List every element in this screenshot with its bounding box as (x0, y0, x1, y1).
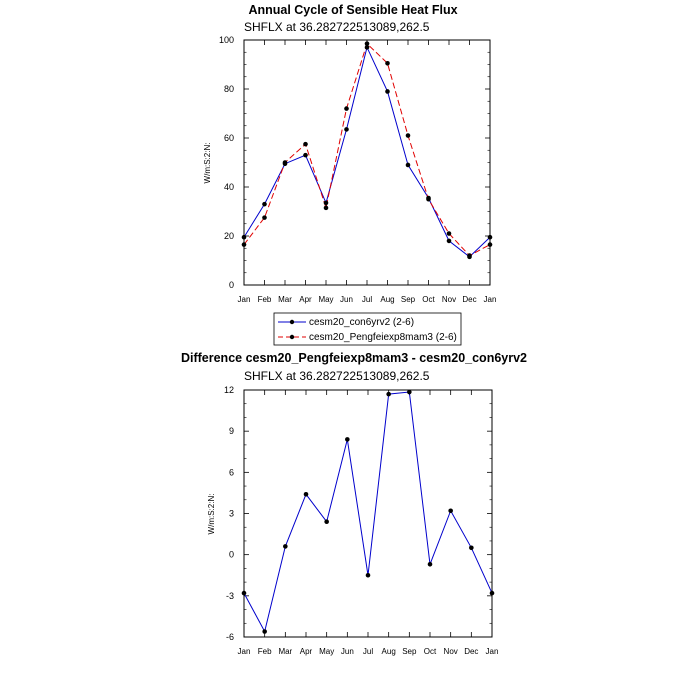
series-2-point (385, 61, 390, 66)
x-tick-label: Apr (299, 647, 313, 656)
plot-frame (244, 40, 490, 285)
top-chart-title: Annual Cycle of Sensible Heat Flux (248, 3, 458, 17)
y-tick-label: 80 (223, 84, 234, 94)
x-tick-label: Dec (462, 295, 477, 304)
x-tick-label: Aug (380, 295, 395, 304)
series-1-point (469, 546, 474, 551)
y-tick-label: 100 (218, 35, 234, 45)
series-2-point (242, 242, 247, 247)
x-tick-label: Nov (441, 295, 457, 304)
series-line-1 (244, 47, 490, 256)
series-1-point (386, 392, 391, 397)
series-2-point (447, 231, 452, 236)
x-tick-label: Mar (278, 647, 293, 656)
series-1-point (488, 235, 493, 240)
y-tick-label: 60 (223, 133, 234, 143)
series-1-point (304, 492, 309, 497)
series-1-point (406, 163, 411, 168)
series-1-point (407, 390, 412, 395)
bottom-chart-subtitle: SHFLX at 36.282722513089,262.5 (244, 369, 430, 383)
y-tick-label: 9 (228, 426, 234, 437)
x-tick-label: Jan (237, 295, 251, 304)
x-tick-label: Apr (299, 295, 312, 304)
y-tick-label: -6 (225, 632, 234, 642)
series-2-point (303, 142, 308, 147)
x-tick-label: Jan (237, 647, 251, 656)
bottom-chart-ylabel: W/m:S:2:N: (207, 493, 216, 535)
y-tick-label: 6 (228, 467, 234, 478)
top-chart-subtitle: SHFLX at 36.282722513089,262.5 (244, 20, 430, 34)
x-tick-label: Feb (257, 647, 272, 656)
series-2-point (262, 215, 267, 220)
x-tick-label: Sep (402, 647, 417, 656)
series-2-point (344, 106, 349, 111)
plot-frame (244, 390, 492, 637)
y-tick-label: -3 (225, 590, 234, 601)
x-tick-label: Jul (361, 295, 373, 304)
x-tick-label: Sep (400, 295, 416, 304)
legend-label-series-1: cesm20_con6yrv2 (2-6) (309, 317, 415, 328)
series-1-point (385, 89, 390, 94)
y-tick-label: 3 (228, 508, 234, 519)
series-1-point (242, 235, 247, 240)
x-tick-label: May (318, 295, 334, 304)
series-1-point (262, 202, 267, 207)
legend-label-series-2: cesm20_Pengfeiexp8mam3 (2-6) (309, 332, 457, 343)
x-tick-label: Mar (278, 295, 292, 304)
series-2-point (365, 41, 370, 46)
series-1-point (303, 153, 308, 158)
top-plot-area (219, 35, 496, 304)
y-tick-label: 0 (228, 280, 234, 290)
series-1-point (344, 127, 349, 132)
series-1-point (324, 519, 329, 524)
y-tick-label: 12 (223, 385, 234, 395)
top-chart-ylabel: W/m:S:2:N: (203, 142, 212, 184)
x-tick-label: Dec (464, 647, 479, 656)
x-tick-label: Aug (381, 647, 396, 656)
series-line-2 (244, 44, 490, 256)
legend-marker-series-2 (290, 335, 294, 339)
series-1-point (324, 201, 329, 206)
series-1-point (262, 629, 267, 634)
series-1-point (345, 437, 350, 442)
series-1-point (490, 591, 495, 596)
y-tick-label: 0 (228, 549, 234, 560)
x-tick-label: Jan (483, 295, 497, 304)
x-tick-label: Jun (340, 295, 353, 304)
legend (274, 313, 461, 345)
series-1-point (428, 562, 433, 567)
series-2-point (426, 197, 431, 202)
series-1-point (242, 591, 247, 596)
series-2-point (406, 133, 411, 138)
series-2-point (488, 242, 493, 247)
x-tick-label: Jan (485, 647, 499, 656)
x-tick-label: Nov (443, 647, 458, 656)
series-2-point (467, 253, 472, 258)
bottom-chart-title: Difference cesm20_Pengfeiexp8mam3 - cesm20_con6yrv2 (180, 351, 528, 365)
x-tick-label: Oct (422, 295, 435, 304)
x-tick-label: Oct (423, 647, 437, 656)
series-2-point (324, 206, 329, 211)
x-tick-label: May (319, 647, 335, 656)
series-1-point (447, 239, 452, 244)
x-tick-label: Jun (340, 647, 354, 656)
series-1-point (366, 573, 371, 578)
x-tick-label: Jul (362, 647, 374, 656)
series-2-point (283, 160, 288, 165)
y-tick-label: 40 (223, 182, 234, 192)
series-line-1 (244, 392, 492, 631)
y-tick-label: 20 (223, 231, 234, 241)
series-1-point (283, 544, 288, 549)
legend-marker-series-1 (290, 320, 294, 324)
series-1-point (448, 508, 453, 513)
x-tick-label: Feb (257, 295, 272, 304)
bottom-plot-area (224, 385, 498, 656)
